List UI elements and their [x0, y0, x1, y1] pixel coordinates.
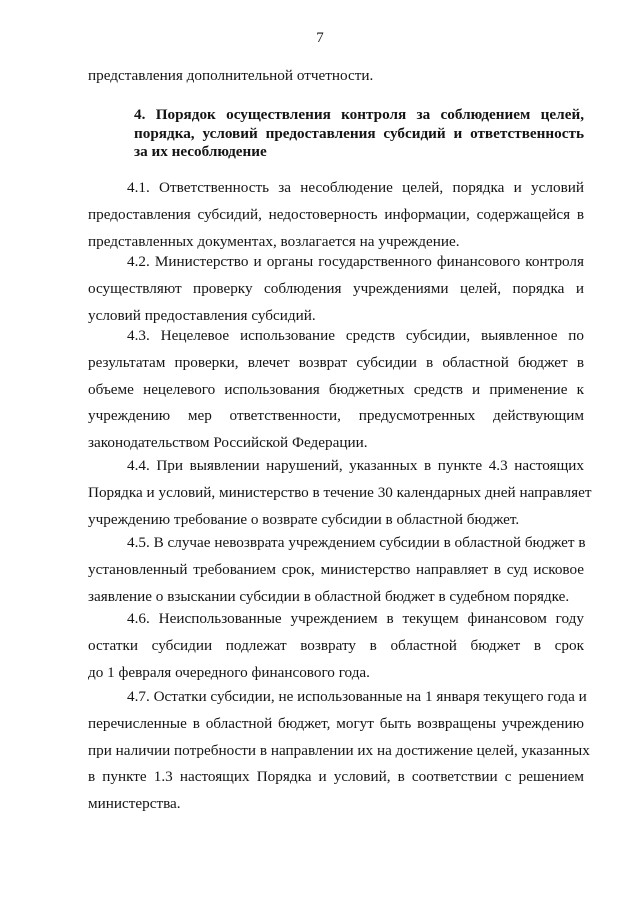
paragraph-4-2	[88, 249, 584, 329]
paragraph-line: осуществляют проверку соблюдения учреждениями целей, порядка и	[88, 279, 584, 297]
paragraph-4-6	[88, 606, 584, 686]
paragraph-line: учреждению мер ответственности, предусмотренных действующим	[88, 407, 584, 425]
heading-line-2: порядка, условий предоставления субсидий и ответственность	[134, 124, 584, 142]
paragraph-line: предоставления субсидий, недостоверность информации, содержащейся в	[88, 205, 584, 223]
paragraph-line: заявление о взыскании субсидии в областной бюджет в судебном порядке.	[88, 587, 570, 605]
paragraph-line: 4.2. Министерство и органы государственного финансового контроля	[127, 253, 584, 270]
paragraph-line: министерства.	[88, 795, 181, 813]
intro-paragraph	[88, 63, 584, 90]
heading-line-3: за их несоблюдение	[134, 143, 267, 160]
paragraph-line: законодательством Российской Федерации.	[88, 434, 368, 452]
paragraph-line: остатки субсидии подлежат возврату в областной бюджет в срок	[88, 636, 584, 654]
intro-line: представления дополнительной отчетности.	[88, 67, 374, 84]
paragraph-line: Порядка и условий, министерство в течение 30 календарных дней направляет	[88, 483, 592, 501]
paragraph-line: в пункте 1.3 настоящих Порядка и условий, в соответствии с решением	[88, 768, 584, 786]
page-number: 7	[316, 30, 324, 46]
paragraph-line: до 1 февраля очередного финансового года.	[88, 663, 370, 681]
paragraph-4-3	[88, 323, 584, 457]
paragraph-4-4	[88, 453, 592, 533]
paragraph-4-5	[88, 530, 584, 610]
paragraph-4-1	[88, 175, 584, 255]
paragraph-line: 4.6. Неиспользованные учреждением в текущем финансовом году	[127, 610, 584, 627]
paragraph-line: представленных документах, возлагается на учреждение.	[88, 232, 460, 250]
paragraph-line: установленный требованием срок, министерство направляет в суд исковое	[88, 560, 584, 578]
section-heading	[134, 106, 584, 162]
paragraph-4-7	[88, 684, 590, 818]
paragraph-line: перечисленные в областной бюджет, могут быть возвращены учреждению	[88, 714, 584, 732]
paragraph-line: учреждению требование о возврате субсидии в областной бюджет.	[88, 510, 520, 528]
paragraph-line: 4.5. В случае невозврата учреждением субсидии в областной бюджет в	[127, 534, 586, 551]
paragraph-line: условий предоставления субсидий.	[88, 306, 316, 324]
paragraph-line: результатам проверки, влечет возврат субсидии в областной бюджет в	[88, 353, 584, 371]
paragraph-line: объеме нецелевого использования бюджетных средств и применение к	[88, 380, 584, 398]
paragraph-line: при наличии потребности в направлении их на достижение целей, указанных	[88, 741, 590, 759]
paragraph-line: 4.1. Ответственность за несоблюдение целей, порядка и условий	[127, 179, 584, 196]
paragraph-line: 4.4. При выявлении нарушений, указанных в пункте 4.3 настоящих	[127, 457, 584, 474]
heading-line-1: 4. Порядок осуществления контроля за соблюдением целей,	[134, 106, 584, 123]
paragraph-line: 4.3. Нецелевое использование средств субсидии, выявленное по	[127, 327, 584, 344]
paragraph-line: 4.7. Остатки субсидии, не использованные на 1 января текущего года и	[127, 688, 587, 705]
